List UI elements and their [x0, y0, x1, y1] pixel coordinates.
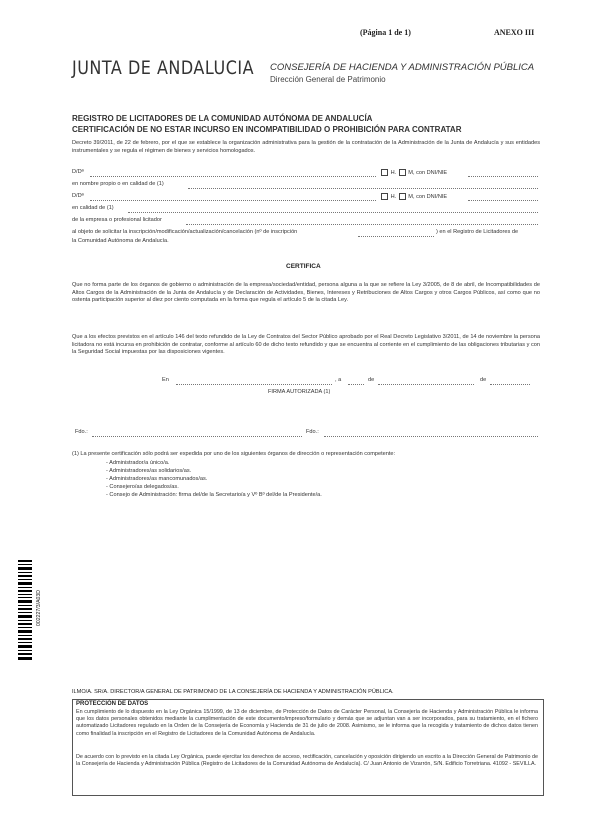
form-row-do1 [72, 169, 84, 175]
objeto-text-b: ) en el Registro de Licitadores de [436, 229, 519, 235]
fdo-label-2: Fdo.: [306, 429, 319, 435]
en-label: En [162, 377, 169, 383]
barcode-number: 002227/3/A03D [36, 589, 42, 626]
m-label: M, [408, 169, 415, 176]
checkbox-h-2[interactable] [381, 193, 388, 200]
annex-label: ANEXO III [494, 28, 535, 37]
barcode [18, 560, 32, 660]
do2-label: D/Dª [72, 193, 84, 199]
note-item: - Administradores/as solidarios/as. [106, 468, 192, 474]
place-field[interactable] [176, 384, 332, 385]
title-registro: REGISTRO DE LICITADORES DE LA COMUNIDAD AUTÓNOMA DE ANDALUCÍA [72, 114, 373, 123]
dni-field-1[interactable] [468, 176, 538, 177]
certifica-paragraph-1: Que no forma parte de los órganos de gobierno o administración de la empresa/sociedad/entidad, persona alguna a la que se refiere la Ley 3/2005, de 8 de abril, de Incompatibilidades de Altos Cargos de la Administración de la Junta de Andalucía y de Declaración de Actividades, Bienes, Intereses y Retribuciones de Altos Cargos y otros Cargos Públicos, así como que no ostenta participación superior al diez por ciento computada en la forma que regula el artículo 5 de la citada Ley. [72, 282, 540, 304]
inscripcion-field[interactable] [358, 236, 434, 237]
firma-label: FIRMA AUTORIZADA (1) [268, 389, 331, 395]
month-field[interactable] [378, 384, 474, 385]
data-protection-p1: En cumplimiento de lo dispuesto en la Ley Orgánica 15/1999, de 13 de diciembre, de Protección de Datos de Carácter Personal, la Consejería de Hacienda y Administración Pública le informa que los datos personales obtenidos mediante la cumplimentación de este documento/impreso/formulario y demás que se adjuntan van a ser incorporados, para su tratamiento, en el fichero automatizado Licitadores regulado en la Orden de la Consejería de Economía y Hacienda de 31 de julio de 2008. Asimismo, se le informa que la recogida y tratamiento de dichos datos tienen como finalidad la inscripción en el Registro de Licitadores de la Comunidad Autónoma de Andalucía. [76, 709, 538, 737]
objeto-text-a: al objeto de solicitar la inscripción/modificación/actualización/cancelación (nº de inscripción [72, 229, 298, 235]
do2-field[interactable] [90, 200, 376, 201]
sex-dni-2 [380, 193, 447, 200]
dni-label: con DNI/NIE [416, 169, 448, 176]
title-certificacion: CERTIFICACIÓN DE NO ESTAR INCURSO EN INCOMPATIBILIDAD O PROHIBICIÓN PARA CONTRATAR [72, 125, 462, 134]
sex-dni-1 [380, 169, 447, 176]
m-label: M, [408, 193, 415, 200]
direccion-general: Dirección General de Patrimonio [270, 75, 386, 84]
dni-field-2[interactable] [468, 200, 538, 201]
checkbox-h-1[interactable] [381, 169, 388, 176]
do1-label: D/Dª [72, 169, 84, 175]
de-label-1: de [368, 377, 375, 383]
note-item: - Administradores/as mancomunados/as. [106, 476, 208, 482]
fdo-field-1[interactable] [92, 436, 302, 437]
a-label: , a [335, 377, 342, 383]
note-item: - Consejero/as delegados/as. [106, 484, 179, 490]
page-number: (Página 1 de 1) [360, 28, 411, 37]
h-label: H. [390, 193, 397, 200]
certifica-title: CERTIFICA [286, 263, 321, 270]
do1-field[interactable] [90, 176, 376, 177]
fdo-field-2[interactable] [324, 436, 538, 437]
certifica-paragraph-2: Que a los efectos previstos en el artículo 146 del texto refundido de la Ley de Contratos del Sector Público aprobado por el Real Decreto Legislativo 3/2011, de 14 de noviembre la persona licitadora no está incursa en prohibición de contratar, conforme al artículo 60 de dicho texto refundido y que se encuentra al corriente en el cumplimiento de las obligaciones tributarias y con la Seguridad Social impuestas por las disposiciones vigentes. [72, 334, 540, 356]
note-item: - Administrador/a único/a. [106, 460, 170, 466]
dni-label: con DNI/NIE [416, 193, 448, 200]
h-label: H. [390, 169, 397, 176]
empresa-label: de la empresa o profesional licitador [72, 217, 162, 223]
data-protection-title: PROTECCIÓN DE DATOS [76, 701, 149, 707]
day-field[interactable] [348, 384, 364, 385]
calidad-label: en calidad de (1) [72, 205, 114, 211]
objeto-text-c: la Comunidad Autónoma de Andalucía. [72, 238, 169, 244]
checkbox-m-2[interactable] [399, 193, 406, 200]
nombre-field[interactable] [188, 188, 538, 189]
de-label-2: de [480, 377, 487, 383]
data-protection-p2: De acuerdo con lo previsto en la citada Ley Orgánica, puede ejercitar los derechos de acceso, rectificación, cancelación y oposición dirigiendo un escrito a la Dirección General de Patrimonio de la Consejería de Hacienda y Administración Pública (Registro de Licitadores de la Comunidad Autónoma de Andalucía). C/ Juan Antonio de Vizarrón, S/N. Edificio Torretriana. 41092 - SEVILLA. [76, 754, 538, 768]
calidad-field[interactable] [128, 212, 538, 213]
junta-logo: JUNTA DE ANDALUCIA [72, 56, 255, 79]
note-item: - Consejo de Administración: firma del/de la Secretario/a y Vº Bº del/de la Presidente/a. [106, 492, 322, 498]
intro-text: Decreto 39/2011, de 22 de febrero, por el que se establece la organización administrativa para la gestión de la contratación de la Administración de la Junta de Andalucía y sus entidades instrumentales y se regula el régimen de bienes y servicios homologados. [72, 140, 540, 154]
checkbox-m-1[interactable] [399, 169, 406, 176]
nombre-label: en nombre propio o en calidad de (1) [72, 181, 164, 187]
addressee: ILMO/A. SR/A. DIRECTOR/A GENERAL DE PATRIMONIO DE LA CONSEJERÍA DE HACIENDA Y ADMINISTRACIÓN PÚBLICA. [72, 689, 394, 695]
consejeria-name: CONSEJERÍA DE HACIENDA Y ADMINISTRACIÓN PÚBLICA [270, 62, 535, 73]
empresa-field[interactable] [186, 224, 538, 225]
year-field[interactable] [490, 384, 530, 385]
fdo-label-1: Fdo.: [75, 429, 88, 435]
footnote: (1) La presente certificación sólo podrá ser expedida por uno de los siguientes órganos de dirección o representación competente: [72, 451, 396, 457]
